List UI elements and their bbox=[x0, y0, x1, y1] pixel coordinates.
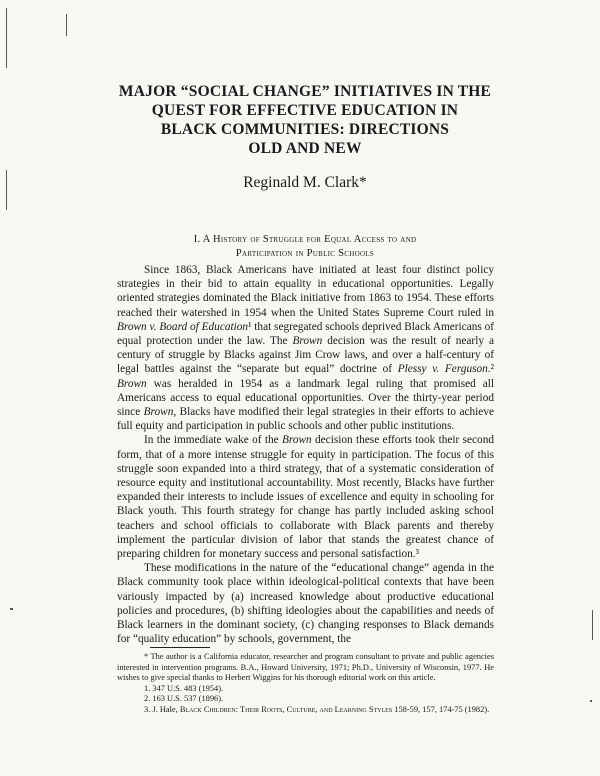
scan-artifact bbox=[592, 610, 593, 640]
text-run: decision these efforts took their second form, that of a more intense struggle for equity in participation. The focus of this struggle soon expanded into a third strategy, that of a systematic consideration of resource equity and institutional accountability. Most recently, Blacks have further expanded their interests to include issues of excellence and equity in schooling for Black youth. This fourth strategy for change has partly included asking school teachers and school officials to collaborate with Black parents and thereby implement the particular division of labor that stands the greatest chance of preparing children for monetary success and personal satisfaction.³ bbox=[117, 434, 494, 561]
paragraph bbox=[117, 263, 494, 433]
section-heading-line: I. A History of Struggle for Equal Access to and bbox=[193, 234, 417, 245]
case-citation: Brown v. Board of Education bbox=[117, 320, 249, 333]
footnote-divider bbox=[150, 647, 210, 648]
footnote: * The author is a California educator, researcher and program consultant to private and public agencies interested in intervention programs. B.A., Howard University, 1971; Ph.D., University of Wisconsin, 1977. He wishes to give special thanks to Herbert Wiggins for his thorough editorial work on this article. bbox=[117, 652, 494, 682]
footnote: 2. 163 U.S. 537 (1896). bbox=[144, 694, 224, 703]
footnotes bbox=[117, 652, 494, 715]
scan-artifact bbox=[590, 700, 592, 702]
text-run: Since 1863, Black Americans have initiated at least four distinct policy strategies in their bid to attain equality in educational opportunities. Legally oriented strategies dominated the Black initiative from 1863 to 1954. These efforts reached their watershed in 1954 when the United States Supreme Court ruled in bbox=[117, 264, 494, 319]
text-run: .² bbox=[487, 363, 495, 376]
text-run: was heralded in 1954 as a landmark legal ruling that promised all Americans access to equal educational opportunities. Over the thirty-year period since bbox=[117, 377, 494, 419]
book-title: Black Children: Their Roots, Culture, and Learning Styles bbox=[179, 704, 393, 714]
author-name: Reginald M. Clark* bbox=[243, 174, 367, 191]
case-citation: Brown bbox=[143, 406, 174, 419]
footnote: 1. 347 U.S. 483 (1954). bbox=[144, 683, 224, 693]
title-line: MAJOR “SOCIAL CHANGE” INITIATIVES IN THE bbox=[118, 83, 492, 100]
title-line: QUEST FOR EFFECTIVE EDUCATION IN bbox=[151, 102, 459, 119]
case-citation: Brown bbox=[117, 377, 147, 390]
title-line: BLACK COMMUNITIES: DIRECTIONS bbox=[160, 121, 450, 138]
article-title bbox=[100, 82, 510, 158]
case-citation: Brown bbox=[292, 335, 323, 348]
paragraph: These modifications in the nature of the “educational change” agenda in the Black community took place within ideological-political contexts that have been variously impacted by (a) increased knowledge about productive educational policies and procedures, (b) shifting ideologies about the capabilities and needs of Black learners in the dominant society, (c) changing responses to Black demands for “quality education” by schools, government, the bbox=[117, 562, 494, 646]
title-line: OLD AND NEW bbox=[248, 140, 362, 157]
text-run: , Blacks have modified their legal strategies in their efforts to achieve full equity and participation in public schools and other public institutions. bbox=[117, 406, 494, 433]
scan-artifact bbox=[10, 608, 13, 610]
scan-artifact bbox=[6, 8, 7, 68]
case-citation: Plessy v. Ferguson bbox=[397, 363, 488, 376]
text-run: 158-59, 157, 174-75 (1982). bbox=[392, 704, 490, 714]
case-citation: Brown bbox=[281, 434, 312, 447]
body-text bbox=[117, 263, 494, 646]
paragraph bbox=[117, 433, 494, 561]
text-run: In the immediate wake of the bbox=[144, 434, 282, 447]
text-run: decision was the result of nearly a century of struggle by Blacks against Jim Crow laws, and over a half-century of legal battles against the “separate but equal” doctrine of bbox=[117, 335, 494, 376]
text-run: ¹ that segregated schools deprived Black Americans of equal protection under the law. The bbox=[117, 320, 494, 348]
scan-artifact bbox=[66, 14, 67, 36]
section-heading-line: Participation in Public Schools bbox=[235, 248, 375, 259]
footnote bbox=[117, 705, 494, 716]
section-heading bbox=[100, 233, 510, 261]
text-run: 3. J. Hale, bbox=[144, 704, 180, 714]
scan-artifact bbox=[6, 170, 7, 210]
